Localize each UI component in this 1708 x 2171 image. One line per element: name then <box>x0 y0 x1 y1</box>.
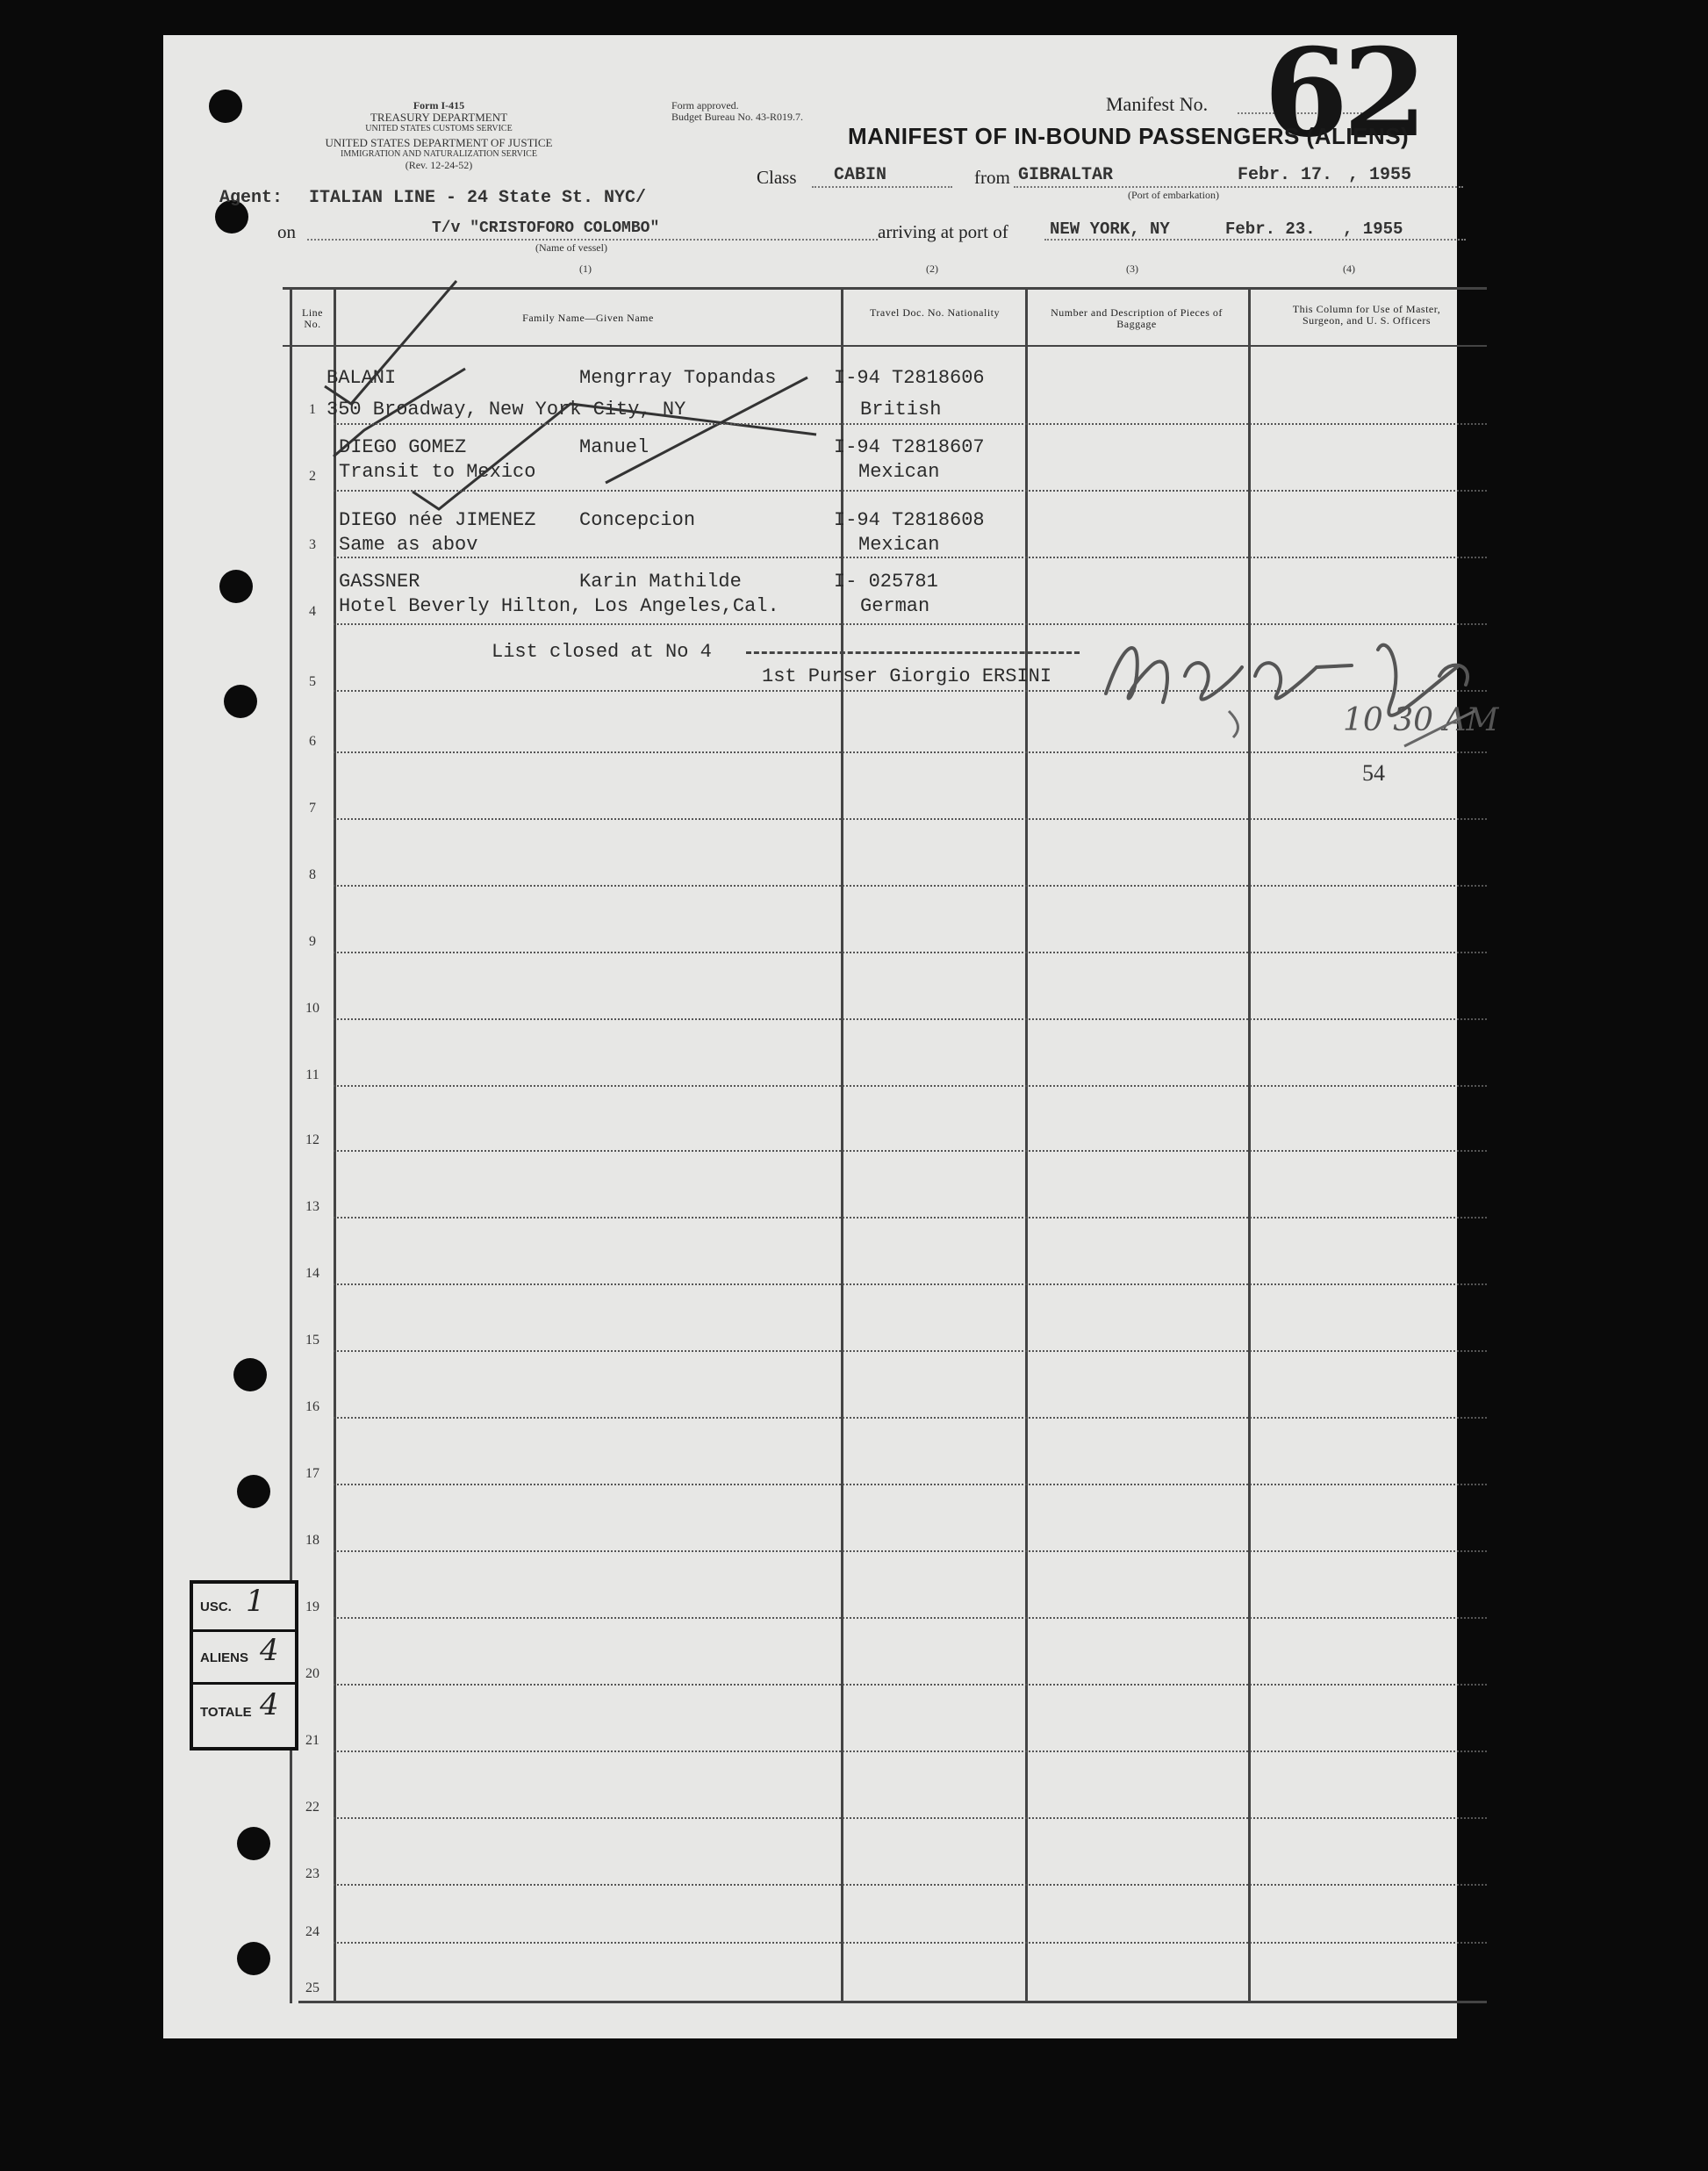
budget-bureau: Budget Bureau No. 43-R019.7. <box>671 111 803 123</box>
vessel-note: (Name of vessel) <box>535 241 607 254</box>
line-num-24: 24 <box>305 1924 319 1939</box>
binder-hole-1 <box>209 90 242 123</box>
class-label: Class <box>757 167 797 188</box>
list-closed-dashes <box>746 651 1080 654</box>
binder-hole-4 <box>224 685 257 718</box>
passenger-2-doc: I-94 T2818607 <box>834 436 985 458</box>
passenger-2-given: Manuel <box>579 436 649 458</box>
vessel-dots <box>307 239 878 241</box>
ins-service: IMMIGRATION AND NATURALIZATION SERVICE <box>341 149 537 159</box>
line-num-4: 4 <box>309 604 316 619</box>
row-rule <box>334 1884 1487 1886</box>
passenger-1-doc: I-94 T2818606 <box>834 367 985 389</box>
depart-date: Febr. 17. <box>1238 165 1333 185</box>
arrival-date: Febr. 23. <box>1225 219 1316 239</box>
usc-value: 1 <box>246 1584 265 1619</box>
line-num-25: 25 <box>305 1980 319 1995</box>
form-number: Form I-415 <box>413 99 465 111</box>
aliens-label: ALIENS <box>200 1650 249 1665</box>
row-rule <box>334 1350 1487 1352</box>
line-num-16: 16 <box>305 1399 319 1414</box>
colnum-3: (3) <box>1126 262 1138 275</box>
passenger-3-nationality: Mexican <box>858 534 940 556</box>
row-rule <box>334 1550 1487 1552</box>
line-num-21: 21 <box>305 1733 319 1748</box>
depart-year: , 1955 <box>1348 165 1412 185</box>
row-rule <box>334 423 1487 425</box>
arriving-label: arriving at port of <box>878 221 1008 242</box>
passenger-2-nationality: Mexican <box>858 461 940 483</box>
binder-hole-3 <box>219 570 253 603</box>
form-revision: (Rev. 12-24-52) <box>405 159 473 171</box>
row-rule <box>334 1942 1487 1944</box>
line-num-2: 2 <box>309 469 316 484</box>
row-rule <box>334 1085 1487 1087</box>
total-value: 4 <box>260 1687 279 1722</box>
row-rule <box>334 751 1487 753</box>
col-divider-line <box>334 287 336 2003</box>
header-line-no: Line No. <box>302 306 323 330</box>
arrival-port: NEW YORK, NY <box>1050 219 1170 239</box>
header-travel-doc: Travel Doc. No. Nationality <box>869 306 1001 319</box>
passenger-1-family: BALANI <box>327 367 397 389</box>
binder-hole-5 <box>233 1358 267 1391</box>
header-baggage: Number and Description of Pieces of Baggage <box>1051 306 1223 330</box>
vessel-name: T/v "CRISTOFORO COLOMBO" <box>432 219 660 237</box>
line-num-7: 7 <box>309 801 316 816</box>
row-rule <box>334 623 1487 625</box>
passenger-1-nationality: British <box>860 399 942 421</box>
tally-divider-1 <box>193 1629 295 1632</box>
colnum-2: (2) <box>926 262 938 275</box>
row-rule <box>334 1417 1487 1419</box>
colnum-4: (4) <box>1343 262 1355 275</box>
passenger-3-given: Concepcion <box>579 509 696 531</box>
row-rule <box>334 557 1487 558</box>
col-divider-name <box>841 287 843 2003</box>
row-rule <box>334 818 1487 820</box>
row-rule <box>334 885 1487 887</box>
line-num-18: 18 <box>305 1533 319 1548</box>
row-rule <box>334 1484 1487 1485</box>
binder-hole-6 <box>237 1475 270 1508</box>
line-num-3: 3 <box>309 537 316 552</box>
class-value: CABIN <box>834 165 887 185</box>
passenger-4-family: GASSNER <box>339 571 420 593</box>
total-label: TOTALE <box>200 1705 252 1720</box>
line-num-5: 5 <box>309 674 316 689</box>
passenger-3-family: DIEGO née JIMENEZ <box>339 509 536 531</box>
line-num-1: 1 <box>309 402 316 417</box>
col-divider-doc <box>1025 287 1028 2003</box>
line-num-12: 12 <box>305 1132 319 1147</box>
manifest-number: 62 <box>1264 21 1423 164</box>
port-embark-note: (Port of embarkation) <box>1128 189 1219 201</box>
passenger-1-address: 350 Broadway, New York City, NY <box>327 399 686 421</box>
table-bottom-rule <box>298 2001 1487 2003</box>
line-num-10: 10 <box>305 1001 319 1016</box>
line-num-22: 22 <box>305 1800 319 1815</box>
inspector-signature <box>1088 615 1492 755</box>
treasury-dept: TREASURY DEPARTMENT <box>370 111 508 124</box>
passenger-3-address: Same as abov <box>339 534 478 556</box>
row-rule <box>334 1817 1487 1819</box>
tally-divider-2 <box>193 1682 295 1685</box>
from-dots <box>1014 186 1463 188</box>
on-label: on <box>277 221 296 242</box>
manifest-no-label: Manifest No. <box>1106 93 1209 115</box>
header-name: Family Name—Given Name <box>522 312 654 324</box>
binder-hole-8 <box>237 1942 270 1975</box>
colnum-1: (1) <box>579 262 592 275</box>
time-note: 10 30 AM <box>1343 702 1499 738</box>
justice-dept: UNITED STATES DEPARTMENT OF JUSTICE <box>325 136 553 149</box>
row-rule <box>334 1617 1487 1619</box>
row-rule <box>334 1217 1487 1218</box>
line-num-9: 9 <box>309 934 316 949</box>
passenger-4-address: Hotel Beverly Hilton, Los Angeles,Cal. <box>339 595 779 617</box>
form-approved: Form approved. <box>671 99 739 111</box>
check-marks <box>316 272 825 544</box>
form-approval <box>671 100 803 123</box>
row-rule <box>334 1684 1487 1686</box>
agent-value: ITALIAN LINE - 24 State St. NYC/ <box>309 188 647 208</box>
passenger-4-given: Karin Mathilde <box>579 571 742 593</box>
passenger-4-nationality: German <box>860 595 930 617</box>
binder-hole-7 <box>237 1827 270 1860</box>
passenger-3-doc: I-94 T2818608 <box>834 509 985 531</box>
row-rule <box>334 490 1487 492</box>
line-num-20: 20 <box>305 1666 319 1681</box>
row-rule <box>334 1150 1487 1152</box>
row-rule <box>334 690 1487 692</box>
tally-box <box>190 1580 298 1750</box>
line-num-11: 11 <box>305 1068 319 1082</box>
passenger-1-given: Mengrray Topandas <box>579 367 777 389</box>
class-dots <box>812 186 952 188</box>
line-num-13: 13 <box>305 1199 319 1214</box>
header-officers: This Column for Use of Master, Surgeon, and U. S. Officers <box>1292 303 1441 327</box>
line-num-17: 17 <box>305 1466 319 1481</box>
usc-label: USC. <box>200 1599 232 1614</box>
line-num-6: 6 <box>309 734 316 749</box>
purser-text: 1st Purser Giorgio ERSINI <box>762 665 1052 687</box>
passenger-2-family: DIEGO GOMEZ <box>339 436 467 458</box>
list-closed-text: List closed at No 4 <box>492 641 712 663</box>
passenger-4-doc: I- 025781 <box>834 571 938 593</box>
row-rule <box>334 1750 1487 1752</box>
from-value: GIBRALTAR <box>1018 165 1114 185</box>
line-num-23: 23 <box>305 1866 319 1881</box>
arrival-dots <box>1044 239 1466 241</box>
arrival-year: , 1955 <box>1343 219 1403 239</box>
line-num-19: 19 <box>305 1599 319 1614</box>
passenger-2-address: Transit to Mexico <box>339 461 536 483</box>
line-num-8: 8 <box>309 867 316 882</box>
row-rule <box>334 1018 1487 1020</box>
code-note: 54 <box>1362 760 1385 786</box>
line-num-14: 14 <box>305 1266 319 1281</box>
manifest-title: MANIFEST OF IN-BOUND PASSENGERS (ALIENS) <box>848 123 1410 149</box>
agent-label: Agent: <box>219 188 283 208</box>
row-rule <box>334 1283 1487 1285</box>
row-rule <box>334 952 1487 953</box>
from-label: from <box>974 167 1010 188</box>
customs-service: UNITED STATES CUSTOMS SERVICE <box>365 124 513 133</box>
line-num-15: 15 <box>305 1333 319 1348</box>
form-header <box>263 100 614 171</box>
aliens-value: 4 <box>260 1633 279 1668</box>
col-divider-baggage <box>1248 287 1251 2003</box>
